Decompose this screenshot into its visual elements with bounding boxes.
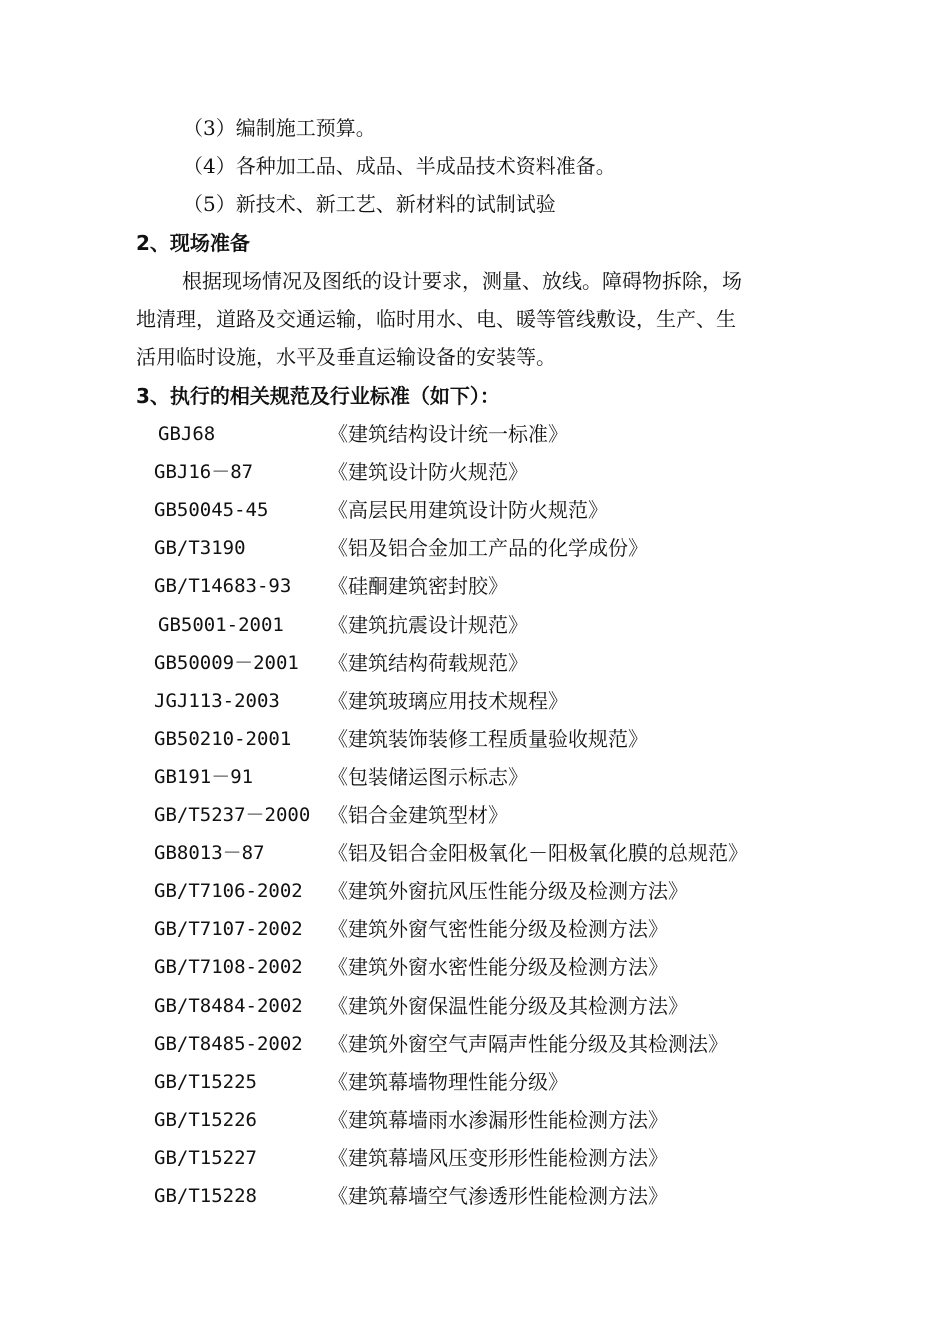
standard-code: GB/T8484-2002 bbox=[154, 994, 303, 1017]
standard-code: GBJ68 bbox=[158, 423, 216, 445]
standard-title: 《建筑装饰装修工程质量验收规范》 bbox=[328, 726, 648, 751]
standard-code: GB50045-45 bbox=[154, 499, 269, 522]
section-2-paragraph-line-1: 根据现场情况及图纸的设计要求，测量、放线。障碍物拆除，场 bbox=[182, 269, 742, 293]
standard-title: 《铝合金建筑型材》 bbox=[328, 803, 508, 827]
standard-code: GB/T14683-93 bbox=[154, 575, 292, 598]
standard-title: 《建筑外窗水密性能分级及检测方法》 bbox=[328, 955, 668, 980]
standard-code: JGJ113-2003 bbox=[154, 689, 280, 712]
standard-code: GB50210-2001 bbox=[154, 727, 292, 750]
standard-title: 《建筑幕墙雨水渗漏形性能检测方法》 bbox=[328, 1107, 668, 1132]
standard-code: GB/T7106-2002 bbox=[154, 880, 303, 903]
standard-title: 《建筑结构设计统一标准》 bbox=[328, 422, 568, 446]
section-2-paragraph-line-2: 地清理，道路及交通运输，临时用水、电、暖等管线敷设，生产、生 bbox=[136, 307, 736, 331]
standard-code: GB/T7108-2002 bbox=[154, 956, 303, 979]
standard-title: 《建筑结构荷载规范》 bbox=[328, 650, 528, 675]
standard-code: GB/T15226 bbox=[154, 1108, 257, 1131]
prep-item-4: （4）各种加工品、成品、半成品技术资料准备。 bbox=[183, 154, 616, 178]
standard-code: GB/T5237－2000 bbox=[154, 804, 311, 826]
standard-title: 《建筑抗震设计规范》 bbox=[328, 612, 528, 637]
standard-code: GB8013－87 bbox=[154, 842, 265, 865]
standard-title: 《包装储运图示标志》 bbox=[328, 764, 528, 789]
standard-title: 《建筑设计防火规范》 bbox=[328, 460, 528, 485]
standard-code: GB50009－2001 bbox=[154, 651, 299, 674]
standard-title: 《铝及铝合金加工产品的化学成份》 bbox=[328, 536, 648, 561]
section-2-heading: 2、现场准备 bbox=[136, 231, 250, 255]
standard-title: 《建筑外窗空气声隔声性能分级及其检测法》 bbox=[328, 1031, 728, 1056]
standard-code: GB5001-2001 bbox=[158, 613, 284, 636]
standard-title: 《硅酮建筑密封胶》 bbox=[328, 574, 508, 599]
prep-item-5: （5）新技术、新工艺、新材料的试制试验 bbox=[183, 192, 556, 216]
standard-code: GB/T3190 bbox=[154, 537, 246, 560]
standard-code: GB/T7107-2002 bbox=[154, 918, 303, 941]
standard-title: 《建筑幕墙物理性能分级》 bbox=[328, 1069, 568, 1094]
standard-title: 《高层民用建筑设计防火规范》 bbox=[328, 498, 608, 523]
standard-title: 《建筑幕墙空气渗透形性能检测方法》 bbox=[328, 1184, 668, 1208]
standard-title: 《建筑外窗气密性能分级及检测方法》 bbox=[328, 917, 668, 942]
standard-title: 《建筑幕墙风压变形形性能检测方法》 bbox=[328, 1145, 668, 1170]
standard-code: GB191－91 bbox=[154, 765, 254, 788]
standard-title: 《建筑外窗保温性能分级及其检测方法》 bbox=[328, 993, 688, 1018]
prep-item-3: （3）编制施工预算。 bbox=[183, 116, 376, 140]
standard-title: 《铝及铝合金阳极氧化－阳极氧化膜的总规范》 bbox=[328, 841, 748, 866]
standard-code: GBJ16－87 bbox=[154, 461, 254, 484]
section-3-heading: 3、执行的相关规范及行业标准（如下）： bbox=[136, 384, 500, 408]
standard-code: GB/T15227 bbox=[154, 1146, 257, 1169]
standard-code: GB/T8485-2002 bbox=[154, 1032, 303, 1055]
standard-title: 《建筑玻璃应用技术规程》 bbox=[328, 688, 568, 713]
standard-code: GB/T15225 bbox=[154, 1070, 257, 1093]
section-2-paragraph-line-3: 活用临时设施，水平及垂直运输设备的安装等。 bbox=[136, 345, 556, 369]
standard-code: GB/T15228 bbox=[154, 1185, 257, 1207]
standard-title: 《建筑外窗抗风压性能分级及检测方法》 bbox=[328, 879, 688, 904]
